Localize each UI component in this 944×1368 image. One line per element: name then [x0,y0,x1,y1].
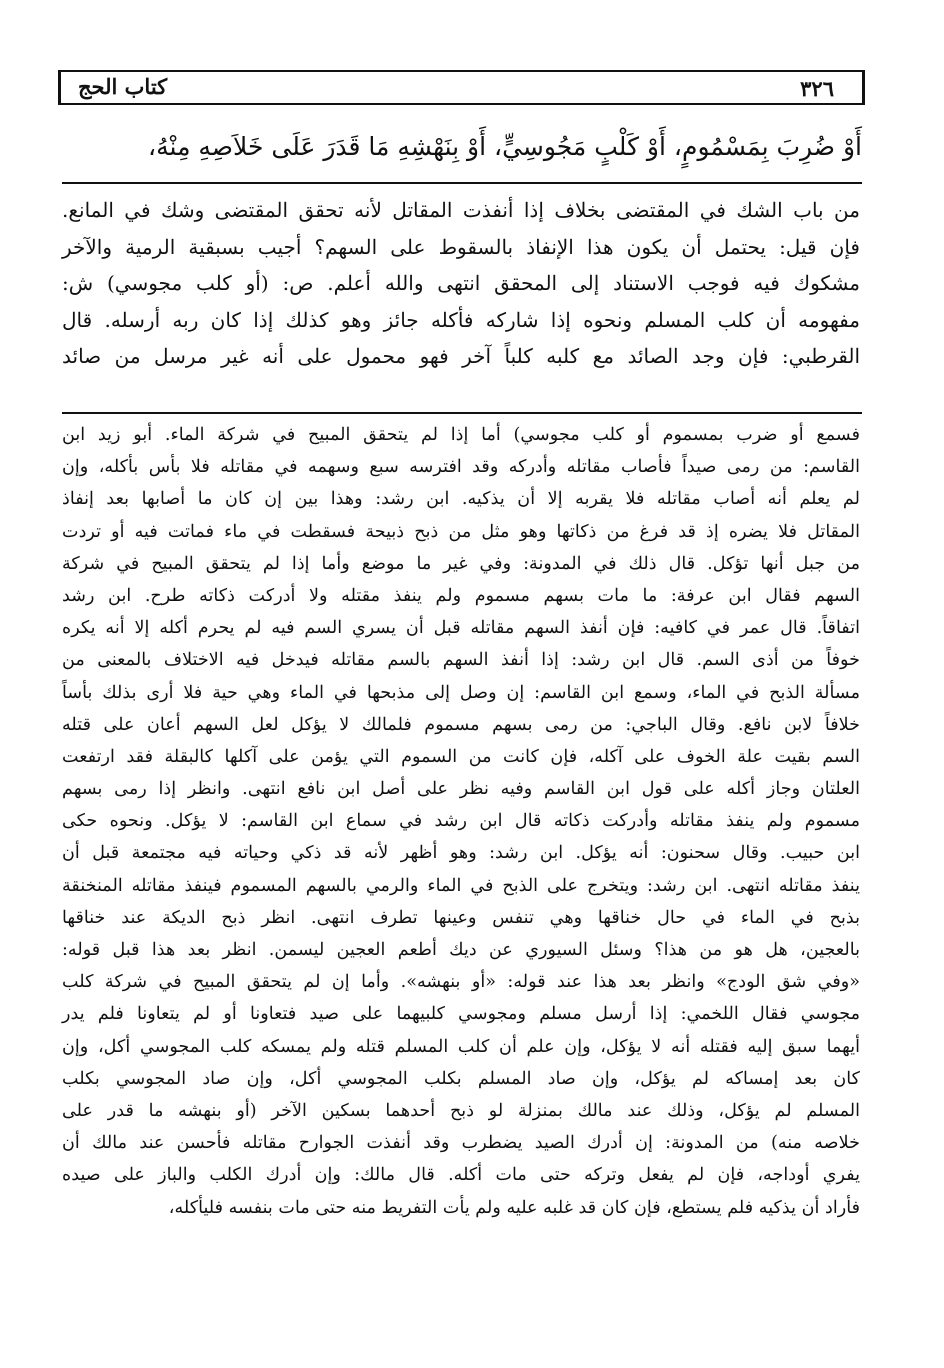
header-rule [58,103,865,105]
page-number: ٣٢٦ [800,76,834,101]
hashiya-line: خلاصه منه) من المدونة: إن أدرك الصيد يضطرب وقد أنفذت الجوارح مقاتله فأحسن عند مالك أن [62,1133,860,1154]
matn-text: أَوْ ضُرِبَ بِمَسْمُومٍ، أَوْ كَلْبٍ مَجُوسِيٍّ، أَوْ بِنَهْشِهِ مَا قَدَرَ عَلَى خَلاَصِهِ مِنْهُ، [148,132,862,161]
hashiya-separator [62,412,862,414]
hashiya-line: ابن حبيب. وقال سحنون: أنه يؤكل. ابن رشد: وهو أظهر لأنه قد ذكي وحياته فيه مجتمعة قبل أن [62,843,860,864]
hashiya-line: خلافاً لابن نافع. وقال الباجي: من رمى بسهم مسموم فلمالك لا يؤكل لعل السهم أعان على قتله [62,714,860,735]
sharh-line: القرطبي: فإن وجد الصائد مع كلبه كلباً آخر فهو محمول على أنه غير مرسل من صائد [62,344,860,369]
hashiya-line: العلتان وجاز أكله على قول ابن القاسم وفيه نظر على أصل ابن نافع انتهى. وانظر إذا رمى بسهم [62,779,860,800]
hashiya-line: السم بقيت علة الخوف على آكله، فإن كانت من السموم التي يؤمن على آكلها كالبقلة فقد ارتفعت [62,746,860,767]
sharh-line: فإن قيل: يحتمل أن يكون هذا الإنفاذ بالسقوط على السهم؟ أجيب بسبقية الرمية والآخر [62,234,860,259]
sharh-block [62,192,860,375]
header-frame-left [58,70,61,104]
hashiya-line: بالعجين، هل هو من هذا؟ وسئل السيوري عن ديك أطعم العجين ليسمن. انظر بعد هذا قبل قوله: [62,940,860,960]
hashiya-line: مسألة الذبح في الماء، وسمع ابن القاسم: إن وصل إلى مذبحها في الماء وهي حية فلا أرى بذلك بأساً [62,682,860,703]
hashiya-line: القاسم: من رمى صيداً فأصاب مقاتله وأدركه وقد افترسه سبع وسهمه في مقاتله فلا بأس بأكله، وإن [62,457,860,478]
sharh-line: من باب الشك في المقتضى بخلاف إذا أنفذت المقاتل لأنه تحقق المقتضى وشك في المانع. [62,198,860,222]
hashiya-line: من جبل أنها تؤكل. قال ذلك في المدونة: وفي غير ما موضع وأما إذا لم يتحقق المبيح في شركة [62,553,860,574]
hashiya-line: «وفي شق الودج» وانظر بعد هذا عند قوله: «أو بنهشه». وأما إن لم يتحقق المبيح في شركة كلب [62,972,860,993]
sharh-line: مفهومه أن كلب المسلم ونحوه إذا شاركه فأكله جائز وهو كذلك إذا كان ربه أرسله. قال [62,307,860,332]
hashiya-line: فأراد أن يذكيه فلم يستطع، فإن كان قد غلبه عليه ولم يأت التفريط منه حتى مات بنفسه فليأكله، [168,1197,860,1218]
hashiya-line: المقاتل فلا يضره إذ قد فرغ من ذكاتها وهو مثل من ذبح ذبيحة فسقطت في ماء فماتت فيه أو تردت [62,521,860,542]
header-frame-top [58,70,865,72]
matn-separator [62,182,862,184]
running-title: كتاب الحج [78,74,168,99]
hashiya-line: كان بعد إمساكه لم يؤكل، وإن صاد المسلم بكلب المجوسي أكل، وإن صاد المجوسي بكلب [62,1068,860,1089]
hashiya-line: فسمع أو ضرب بمسموم أو كلب مجوسي) أما إذا لم يتحقق المبيح في شركة الماء. أبو زيد ابن [62,425,860,445]
hashiya-line: مجوسي فقال اللخمي: إذا أرسل مسلم ومجوسي كلبيهما على صيد فتعاونا أو لم يتعاونا فلم يدر [62,1004,860,1025]
hashiya-line: بذبح في الماء في حال خناقها وهي تنفس وعينها تطرف انتهى. انظر ذبح الديكة عند خناقها [62,907,860,928]
hashiya-line: ينفذ مقاتله انتهى. ابن رشد: ويتخرج على الذبح في الماء والرمي بالسهم المسموم فينفذ مقاتله المنخنقة [62,875,860,896]
hashiya-line: المسلم لم يؤكل، وذلك عند مالك بمنزلة لو ذبح أحدهما بسكين الآخر (أو بنهشه ما قدر على [62,1100,860,1121]
hashiya-line: مسموم ولم ينفذ مقاتله وأدركت ذكاته قال ابن رشد في سماع ابن القاسم: لا يؤكل. ونحوه حكى [62,811,860,832]
hashiya-block [62,419,860,1224]
sharh-line: مشكوك فيه فوجب الاستناد إلى المحقق انتهى والله أعلم. ص: (أو كلب مجوسي) ش: [62,271,860,296]
hashiya-line: السهم فقال ابن عرفة: ما مات بسهم مسموم ولم ينفذ مقتله ولا أدركت ذكاته طرح. ابن رشد [62,585,860,606]
hashiya-line: لم يعلم أنه أصاب مقاتله فلا يقربه إلا أن يذكيه. ابن رشد: وهذا بين إن كان ما أصابها بعد إنفاذ [62,489,860,510]
hashiya-line: اتفاقاً. قال عمر في كافيه: فإن أنفذ السهم مقاتله قبل أن يسري السم فيه لم يحرم أكله إلا أنه يكره [62,618,860,639]
hashiya-line: خوفاً من أذى السم. قال ابن رشد: إذا أنفذ السهم بالسم مقاتله فيدخل فيه الاختلاف بالمعنى من [62,650,860,671]
hashiya-line: يفري أوداجه، فإن لم يفعل وتركه حتى مات أكله. قال مالك: وإن أدرك الكلب والباز على صيده [62,1165,860,1186]
hashiya-line: أيهما سبق إليه فقتله أنه لا يؤكل، وإن علم أن كلب المسلم قتله ولم يمسكه كلب المجوسي أكل، وإن [62,1036,860,1057]
header-frame-right [862,70,865,104]
